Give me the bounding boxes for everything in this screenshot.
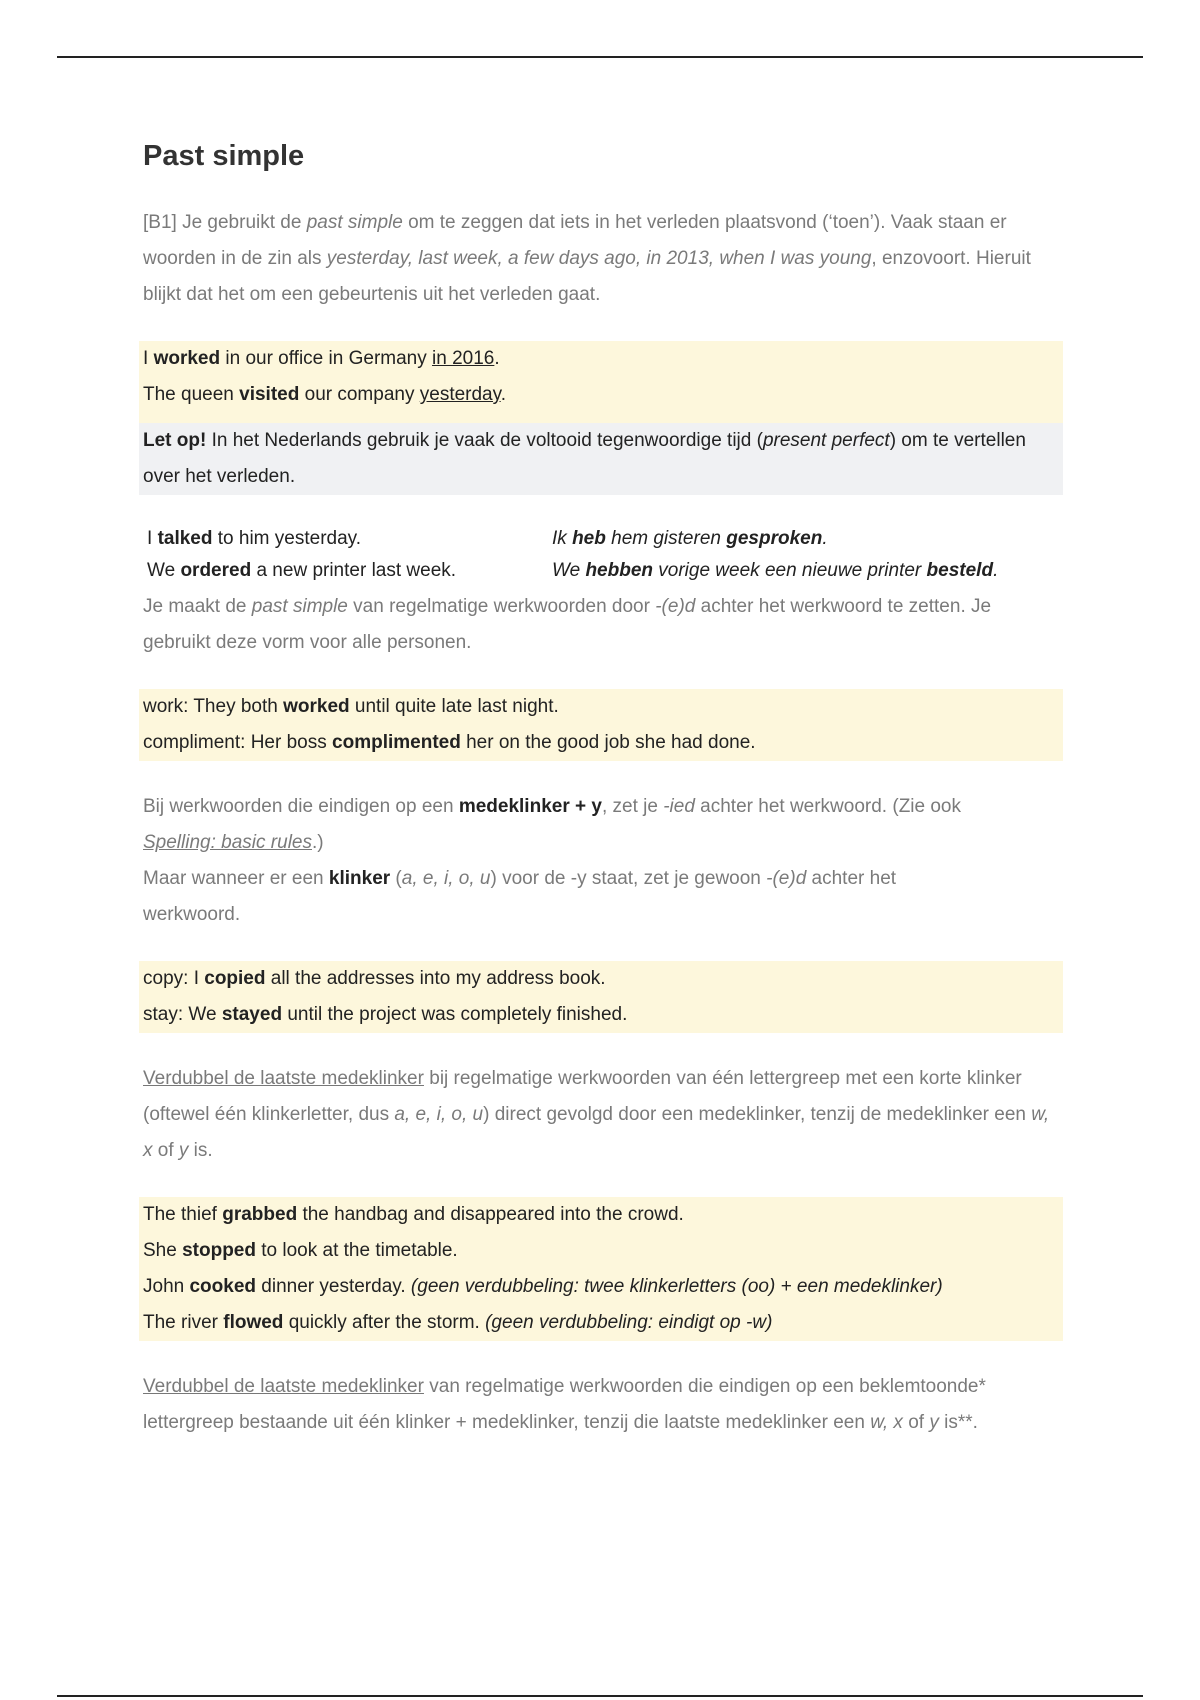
translation-pair: We ordered a new printer last week. We hebben vorige week een nieuwe printer besteld. [147,560,999,581]
example-block-2 [139,689,1063,761]
intro-paragraph: [B1] Je gebruikt de past simple om te zeggen dat iets in het verleden plaatsvond (‘toen’). Vaak staan er woorden in de zin als yesterday, last week, a few days ago, in 2013, when I was young, enzovoort. Hieruit blijkt dat het om een gebeurtenis uit het verleden gaat. [143,212,1031,305]
example-line: The river flowed quickly after the storm. (geen verdubbeling: eindigt op -w) [143,1312,773,1333]
top-rule [57,56,1143,58]
vowel-y-paragraph: Maar wanneer er een klinker (a, e, i, o, u) voor de -y staat, zet je gewoon -(e)d achter het werkwoord. [143,868,897,925]
example-line: copy: I copied all the addresses into my address book. [143,968,606,989]
example-line: The thief grabbed the handbag and disappeared into the crowd. [143,1204,684,1225]
double-consonant-link[interactable]: Verdubbel de laatste medeklinker [143,1376,424,1397]
regular-verbs-paragraph: Je maakt de past simple van regelmatige werkwoorden door -(e)d achter het werkwoord te zetten. Je gebruikt deze vorm voor alle personen. [143,596,992,653]
example-block-1 [139,341,1063,423]
example-line: I worked in our office in Germany in 2016. [143,348,500,369]
translation-pairs [143,523,1063,587]
double-consonant-paragraph-1: Verdubbel de laatste medeklinker bij regelmatige werkwoorden van één lettergreep met een korte klinker (oftewel één klinkerletter, dus a, e, i, o, u) direct gevolgd door een medeklinker, tenzij de medeklinker een w, x of y is. [143,1068,1050,1161]
example-block-3 [139,961,1063,1033]
example-line: compliment: Her boss complimented her on the good job she had done. [143,732,756,753]
note-block: Let op! In het Nederlands gebruik je vaak de voltooid tegenwoordige tijd (present perfect) om te vertellen over het verleden. [139,423,1063,495]
example-block-4 [139,1197,1063,1341]
consonant-y-paragraph: Bij werkwoorden die eindigen op een medeklinker + y, zet je -ied achter het werkwoord. (Zie ook Spelling: basic rules.) [143,796,962,853]
page-title: Past simple [143,140,305,172]
example-line: She stopped to look at the timetable. [143,1240,458,1261]
bottom-rule [57,1695,1143,1697]
example-line: John cooked dinner yesterday. (geen verdubbeling: twee klinkerletters (oo) + een medeklinker) [143,1276,943,1297]
example-line: The queen visited our company yesterday. [143,384,506,405]
translation-pair: I talked to him yesterday. Ik heb hem gisteren gesproken. [147,528,828,549]
spelling-rules-link[interactable]: Spelling: basic rules [143,832,312,853]
document-page [143,140,1063,1441]
example-line: work: They both worked until quite late last night. [143,696,559,717]
double-consonant-paragraph-2: Verdubbel de laatste medeklinker van regelmatige werkwoorden die eindigen op een beklemtoonde* lettergreep bestaande uit één klinker + medeklinker, tenzij die laatste medeklinker een w, x of y is**. [143,1376,986,1433]
double-consonant-link[interactable]: Verdubbel de laatste medeklinker [143,1068,424,1089]
example-line: stay: We stayed until the project was completely finished. [143,1004,628,1025]
